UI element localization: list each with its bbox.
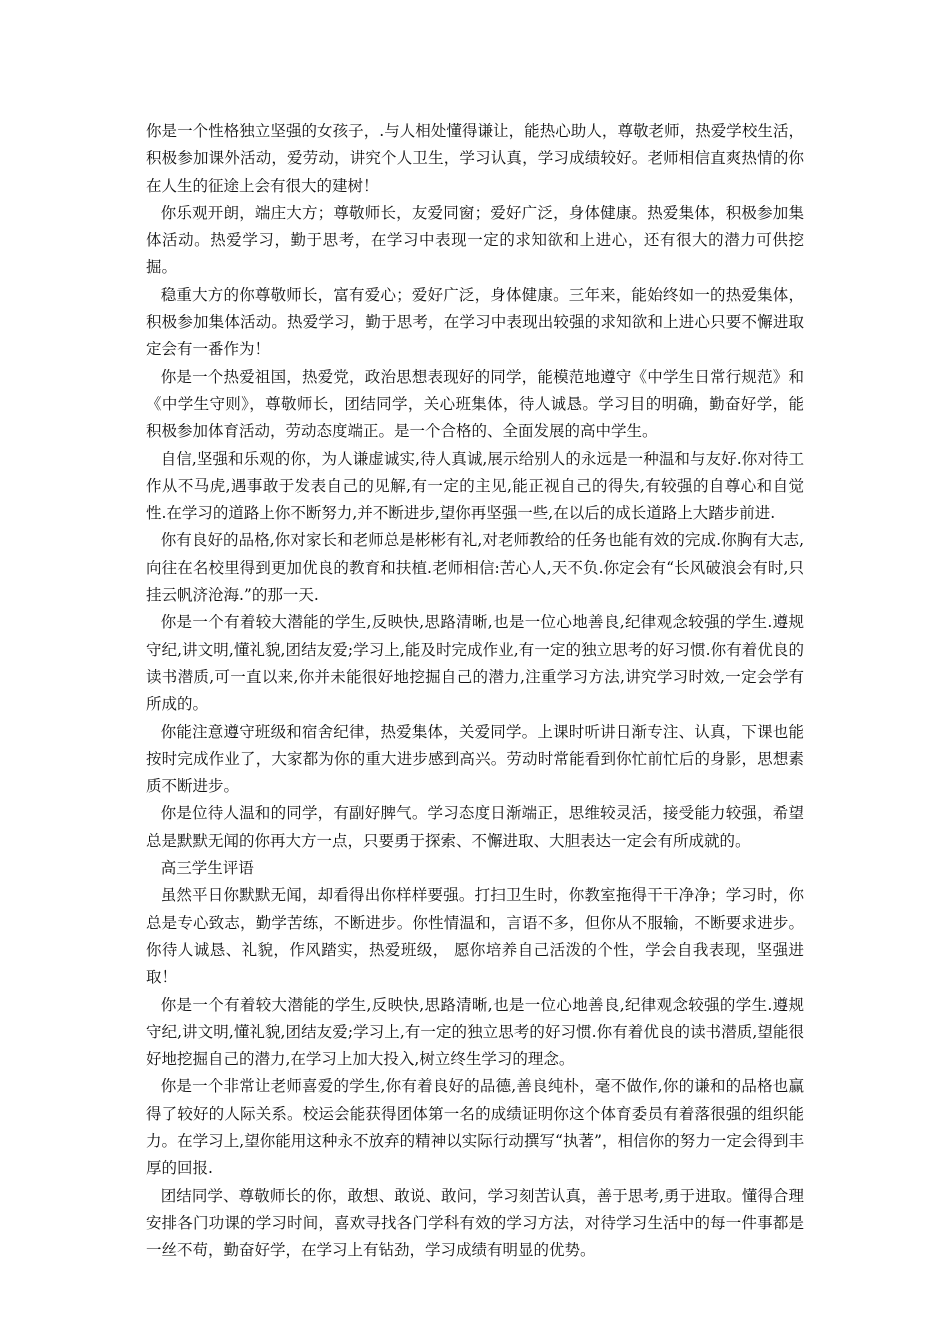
- comment-paragraph-3: 稳重大方的你尊敬师长，富有爱心；爱好广泛，身体健康。三年来，能始终如一的热爱集体，积极参加集体活动。热爱学习，勤于思考，在学习中表现出较强的求知欲和上进心只要不懈进取定会有一番作为！: [146, 285, 804, 359]
- comment-paragraph-13: 团结同学、尊敬师长的你，敢想、敢说、敢问，学习刻苦认真，善于思考,勇于进取。懂得合理安排各门功课的学习时间，喜欢寻找各门学科有效的学习方法，对待学习生活中的每一件事都是一丝不苟，勤奋好学，在学习上有钻劲，学习成绩有明显的优势。: [146, 1186, 804, 1260]
- comment-paragraph-6: 你有良好的品格,你对家长和老师总是彬彬有礼,对老师教给的任务也能有效的完成.你胸有大志,向往在名校里得到更加优良的教育和扶植.老师相信:苦心人,天不负.你定会有“长风破浪会有时,只挂云帆济沧海.”的那一天.: [146, 531, 804, 605]
- comment-paragraph-1: 你是一个性格独立坚强的女孩子，.与人相处懂得谦让，能热心助人，尊敬老师，热爱学校生活，积极参加课外活动，爱劳动，讲究个人卫生，学习认真，学习成绩较好。老师相信直爽热情的你在人生的征途上会有很大的建树！: [146, 122, 804, 195]
- comment-paragraph-12: 你是一个非常让老师喜爱的学生,你有着良好的品德,善良纯朴，毫不做作,你的谦和的品格也赢得了较好的人际关系。校运会能获得团体第一名的成绩证明你这个体育委员有着落很强的组织能力。在学习上,望你能用这种永不放弃的精神以实际行动撰写“执著”，相信你的努力一定会得到丰厚的回报.: [146, 1077, 804, 1178]
- comment-paragraph-7: 你是一个有着较大潜能的学生,反映快,思路清晰,也是一位心地善良,纪律观念较强的学生.遵规守纪,讲文明,懂礼貌,团结友爱;学习上,能及时完成作业,有一定的独立思考的好习惯.你有着优良的读书潜质,可一直以来,你并未能很好地挖掘自己的潜力,注重学习方法,讲究学习时效,一定会学有所成的。: [146, 613, 804, 714]
- comment-paragraph-11: 你是一个有着较大潜能的学生,反映快,思路清晰,也是一位心地善良,纪律观念较强的学生.遵规守纪,讲文明,懂礼貌,团结友爱;学习上,有一定的独立思考的好习惯.你有着优良的读书潜质,望能很好地挖掘自己的潜力,在学习上加大投入,树立终生学习的理念。: [146, 995, 804, 1069]
- section-heading: 高三学生评语: [160, 859, 254, 878]
- comment-paragraph-9: 你是位待人温和的同学，有副好脾气。学习态度日渐端正，思维较灵活，接受能力较强，希望总是默默无闻的你再大方一点，只要勇于探索、不懈进取、大胆表达一定会有所成就的。: [146, 804, 804, 850]
- comment-paragraph-10: 虽然平日你默默无闻，却看得出你样样要强。打扫卫生时，你教室拖得干干净净；学习时，你总是专心致志，勤学苦练，不断进步。你性情温和，言语不多，但你从不服输，不断要求进步。你待人诚恳、礼貌，作风踏实，热爱班级， 愿你培养自己活泼的个性，学会自我表现，坚强进取！: [146, 886, 804, 987]
- comment-paragraph-8: 你能注意遵守班级和宿舍纪律，热爱集体，关爱同学。上课时听讲日渐专注、认真，下课也能按时完成作业了，大家都为你的重大进步感到高兴。劳动时常能看到你忙前忙后的身影，思想素质不断进步。: [146, 722, 804, 796]
- comment-paragraph-5: 自信,坚强和乐观的你，为人谦虚诚实,待人真诚,展示给别人的永远是一种温和与友好.你对待工作从不马虎,遇事敢于发表自己的见解,有一定的主见,能正视自己的得失,有较强的自尊心和自觉性.在学习的道路上你不断努力,并不断进步,望你再坚强一些,在以后的成长道路上大踏步前进.: [146, 449, 804, 523]
- comment-paragraph-4: 你是一个热爱祖国，热爱党，政治思想表现好的同学，能模范地遵守《中学生日常行规范》和《中学生守则》，尊敬师长，团结同学，关心班集体，待人诚恳。学习目的明确，勤奋好学，能积极参加体育活动，劳动态度端正。是一个合格的、全面发展的高中学生。: [146, 367, 804, 441]
- document-body: [146, 118, 804, 1264]
- comment-paragraph-2: 你乐观开朗，端庄大方；尊敬师长，友爱同窗；爱好广泛，身体健康。热爱集体，积极参加集体活动。热爱学习，勤于思考，在学习中表现一定的求知欲和上进心，还有很大的潜力可供挖掘。: [146, 203, 804, 277]
